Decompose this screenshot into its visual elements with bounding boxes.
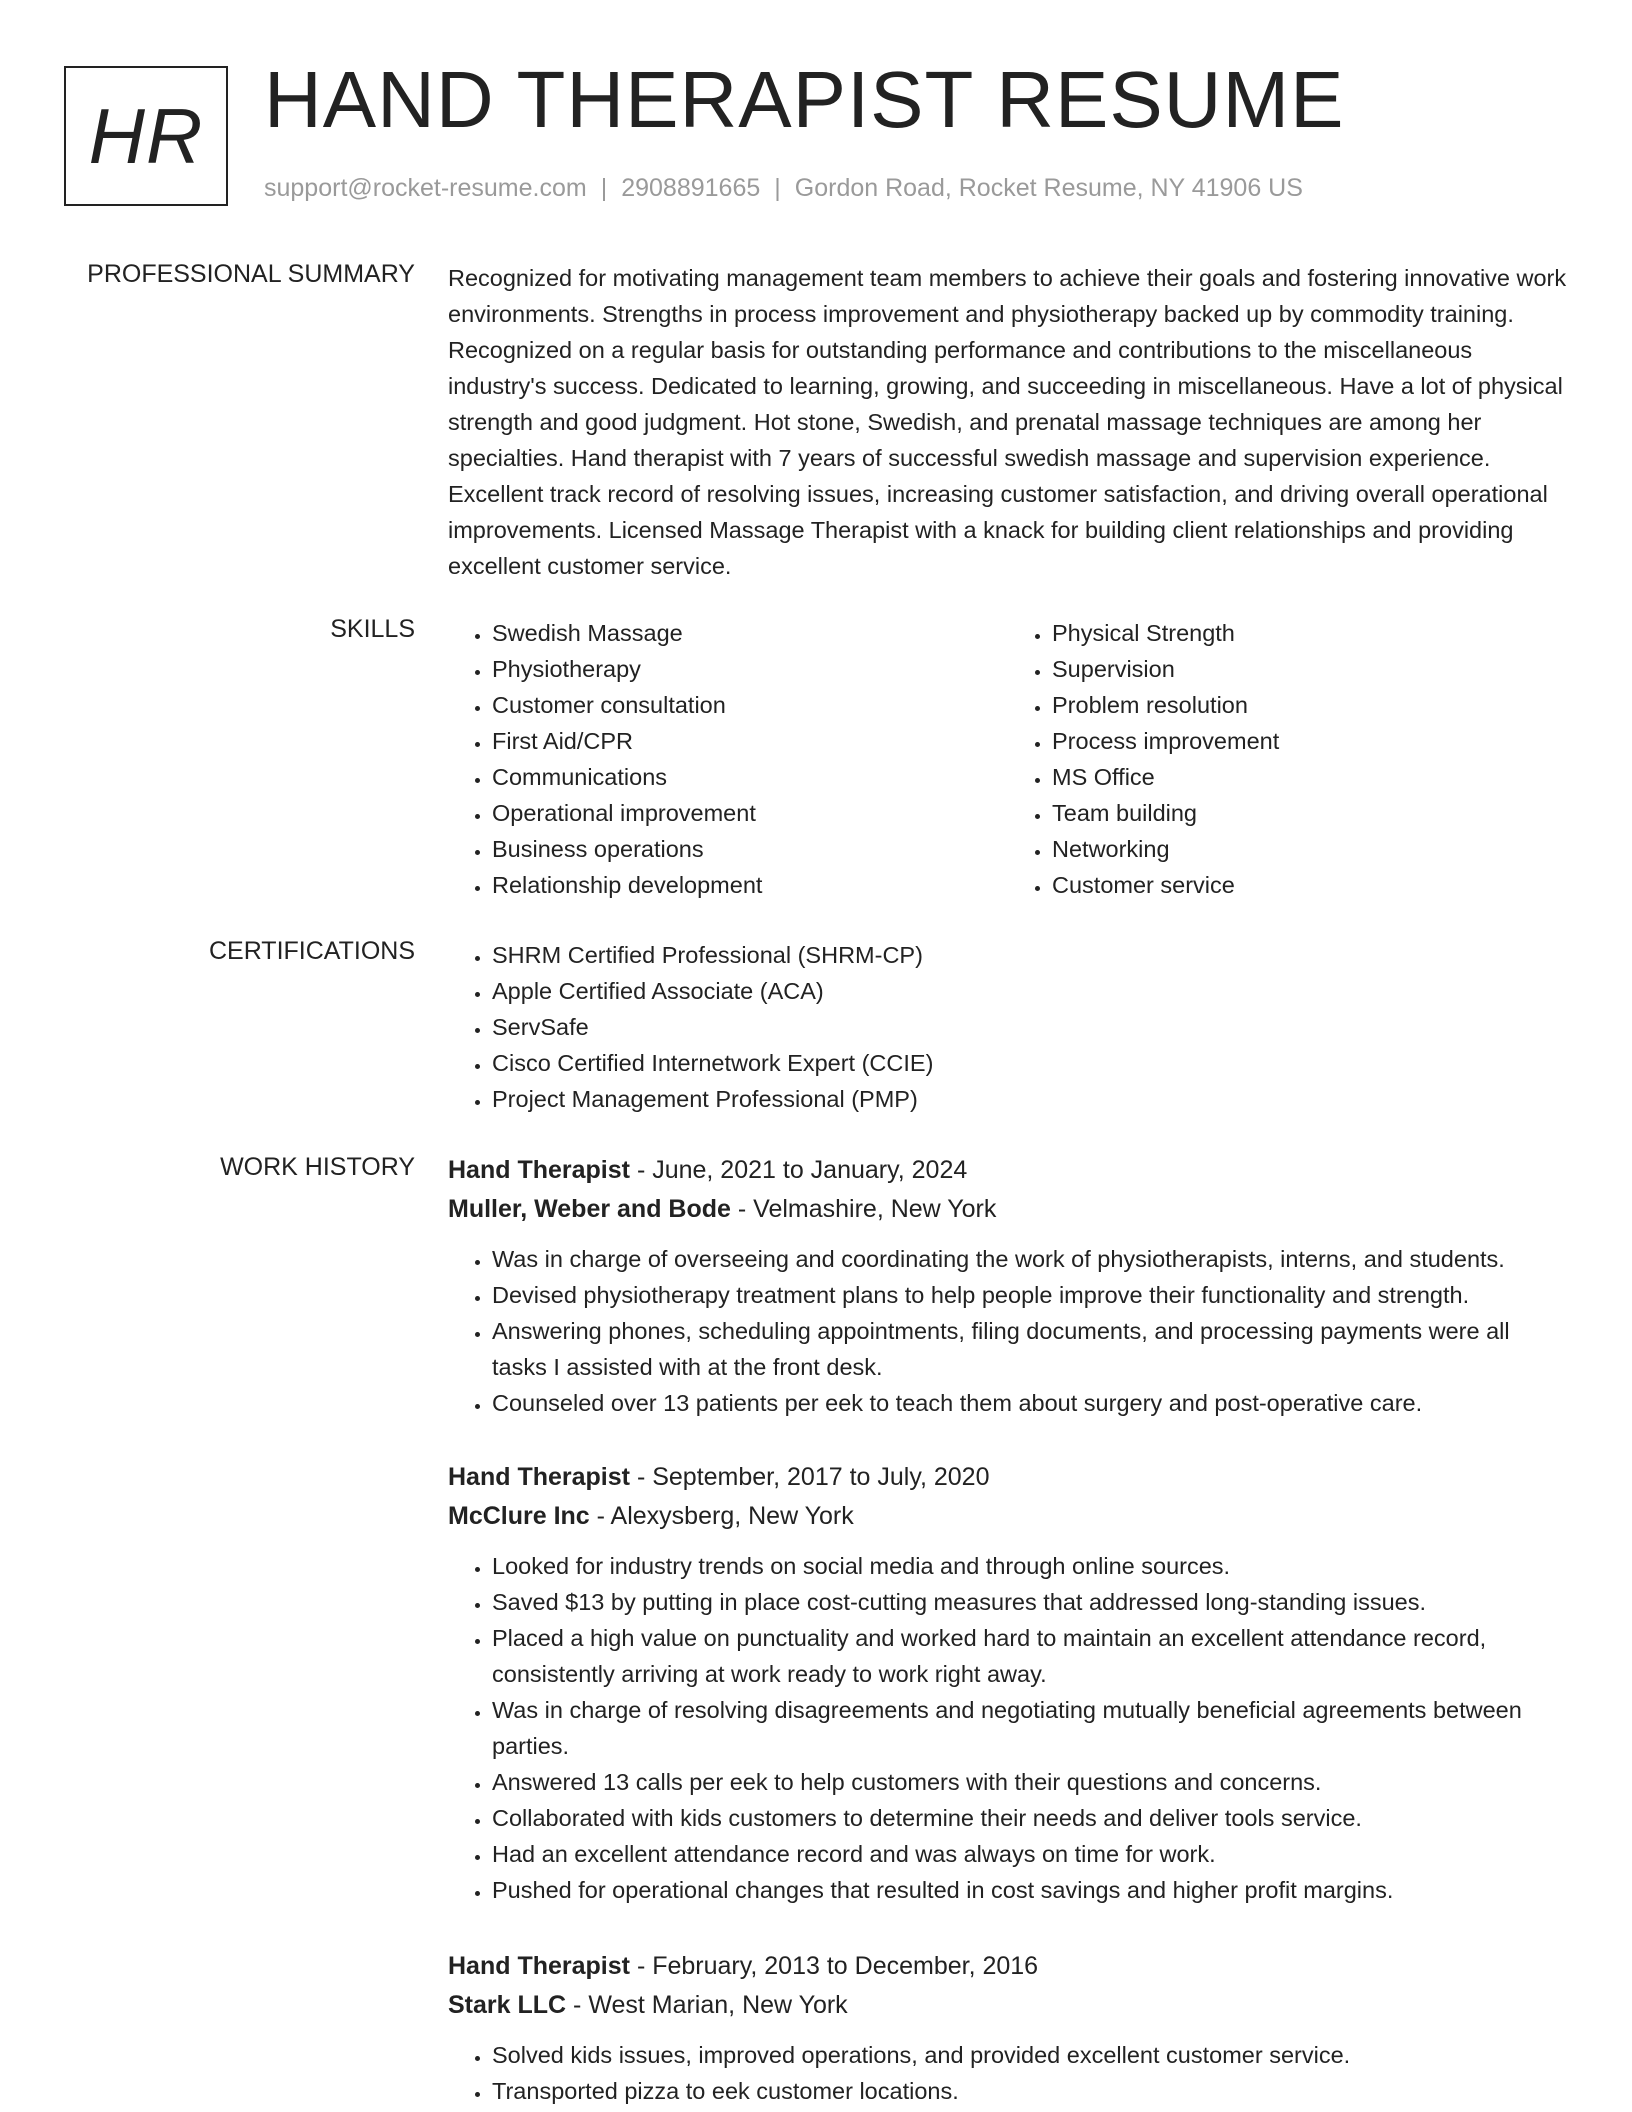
job-bullet: • Counseled over 13 patients per eek to teach them about surgery and post-operative care. [492,1385,1568,1421]
section-heading: SKILLS [330,615,415,643]
job-bullet: • Pushed for operational changes that resulted in cost savings and higher profit margins. [492,1872,1568,1908]
contact-address: Gordon Road, Rocket Resume, NY 41906 US [794,174,1303,202]
job-entry [448,1151,1568,1421]
job-bullet: • Transported pizza to eek customer locations. [492,2073,1568,2109]
job-company: Stark LLC [448,1991,567,2019]
job-title-line [448,1458,1568,1497]
job-company: McClure Inc [448,1502,590,1530]
job-dates: - June, 2021 to January, 2024 [636,1156,968,1184]
job-title: Hand Therapist [448,1952,630,1980]
skill-item: • Process improvement [1052,723,1568,759]
job-title: Hand Therapist [448,1156,630,1184]
skills-list-left [448,615,1008,903]
job-bullets [448,1241,1568,1421]
contact-line [264,174,1303,203]
skill-item: • Customer service [1052,867,1568,903]
job-bullet: • Was in charge of overseeing and coordinating the work of physiotherapists, interns, and students. [492,1241,1568,1277]
skill-item: • Communications [492,759,1008,795]
job-bullet: • Was in charge of resolving disagreements and negotiating mutually beneficial agreements between parties. [492,1692,1568,1764]
job-company-line [448,1190,1568,1229]
section-heading: CERTIFICATIONS [208,937,415,965]
job-bullet: • Collaborated with kids customers to determine their needs and deliver tools service. [492,1800,1568,1836]
job-company-line [448,1497,1568,1536]
job-bullet: • Solved kids issues, improved operations, and provided excellent customer service. [492,2037,1568,2073]
job-dates: - September, 2017 to July, 2020 [636,1463,990,1491]
skill-item: • Operational improvement [492,795,1008,831]
certifications-list [448,937,1568,1117]
job-company: Muller, Weber and Bode [448,1195,731,1223]
job-bullet: • Had an excellent attendance record and was always on time for work. [492,1836,1568,1872]
job-bullet: • Looked for industry trends on social media and through online sources. [492,1548,1568,1584]
section-heading: PROFESSIONAL SUMMARY [87,260,415,288]
contact-email[interactable]: support@rocket-resume.com [264,174,587,202]
skill-item: • Swedish Massage [492,615,1008,651]
skills-list-right [1008,615,1568,903]
skill-item: • Physiotherapy [492,651,1008,687]
resume-title: HAND THERAPIST RESUME [264,55,1345,144]
skill-item: • Physical Strength [1052,615,1568,651]
job-title-line [448,1947,1568,1986]
job-bullets [448,1548,1568,1908]
contact-separator: | [600,174,608,202]
job-bullet: • Saved $13 by putting in place cost-cutting measures that addressed long-standing issues. [492,1584,1568,1620]
job-company-line [448,1986,1568,2025]
job-location: - West Marian, New York [573,1991,848,2019]
skill-item: • Relationship development [492,867,1008,903]
contact-phone[interactable]: 2908891665 [621,174,761,202]
certification-item: • Cisco Certified Internetwork Expert (CCIE) [492,1045,1568,1081]
job-bullet: • Answering phones, scheduling appointments, filing documents, and processing payments were all tasks I assisted with at the front desk. [492,1313,1568,1385]
job-entry [448,1458,1568,1908]
monogram-logo: HR [64,66,228,206]
skill-item: • First Aid/CPR [492,723,1008,759]
certification-item: • ServSafe [492,1009,1568,1045]
certification-item: • Apple Certified Associate (ACA) [492,973,1568,1009]
job-title: Hand Therapist [448,1463,630,1491]
job-bullet: • Devised physiotherapy treatment plans to help people improve their functionality and strength. [492,1277,1568,1313]
summary-paragraph: Recognized for motivating management team members to achieve their goals and fostering innovative work environments. Strengths in process improvement and physiotherapy backed up by commodity training. Recognized on a regular basis for outstanding performance and contributions to the miscellaneous industry's success. Dedicated to learning, growing, and succeeding in miscellaneous. Have a lot of physical strength and good judgment. Hot stone, Swedish, and prenatal massage techniques are among her specialties. Hand therapist with 7 years of successful swedish massage and supervision experience. Excellent track record of resolving issues, increasing customer satisfaction, and driving overall operational improvements. Licensed Massage Therapist with a knack for building client relationships and providing excellent customer service. [448,265,1567,579]
skill-item: • Team building [1052,795,1568,831]
skill-item: • Customer consultation [492,687,1008,723]
skill-item: • Supervision [1052,651,1568,687]
job-title-line [448,1151,1568,1190]
contact-separator: | [774,174,781,202]
skill-item: • Networking [1052,831,1568,867]
skill-item: • Business operations [492,831,1008,867]
skill-item: • MS Office [1052,759,1568,795]
job-bullet: • Answered 13 calls per eek to help customers with their questions and concerns. [492,1764,1568,1800]
job-bullet: • Placed a high value on punctuality and worked hard to maintain an excellent attendance record, consistently arriving at work ready to work right away. [492,1620,1568,1692]
skill-item: • Problem resolution [1052,687,1568,723]
certification-item: • Project Management Professional (PMP) [492,1081,1568,1117]
section-heading: WORK HISTORY [220,1153,415,1181]
job-location: - Alexysberg, New York [596,1502,854,1530]
job-location: - Velmashire, New York [737,1195,997,1223]
job-bullets [448,2037,1568,2109]
job-entry [448,1947,1568,2109]
certification-item: • SHRM Certified Professional (SHRM-CP) [492,937,1568,973]
job-dates: - February, 2013 to December, 2016 [636,1952,1039,1980]
